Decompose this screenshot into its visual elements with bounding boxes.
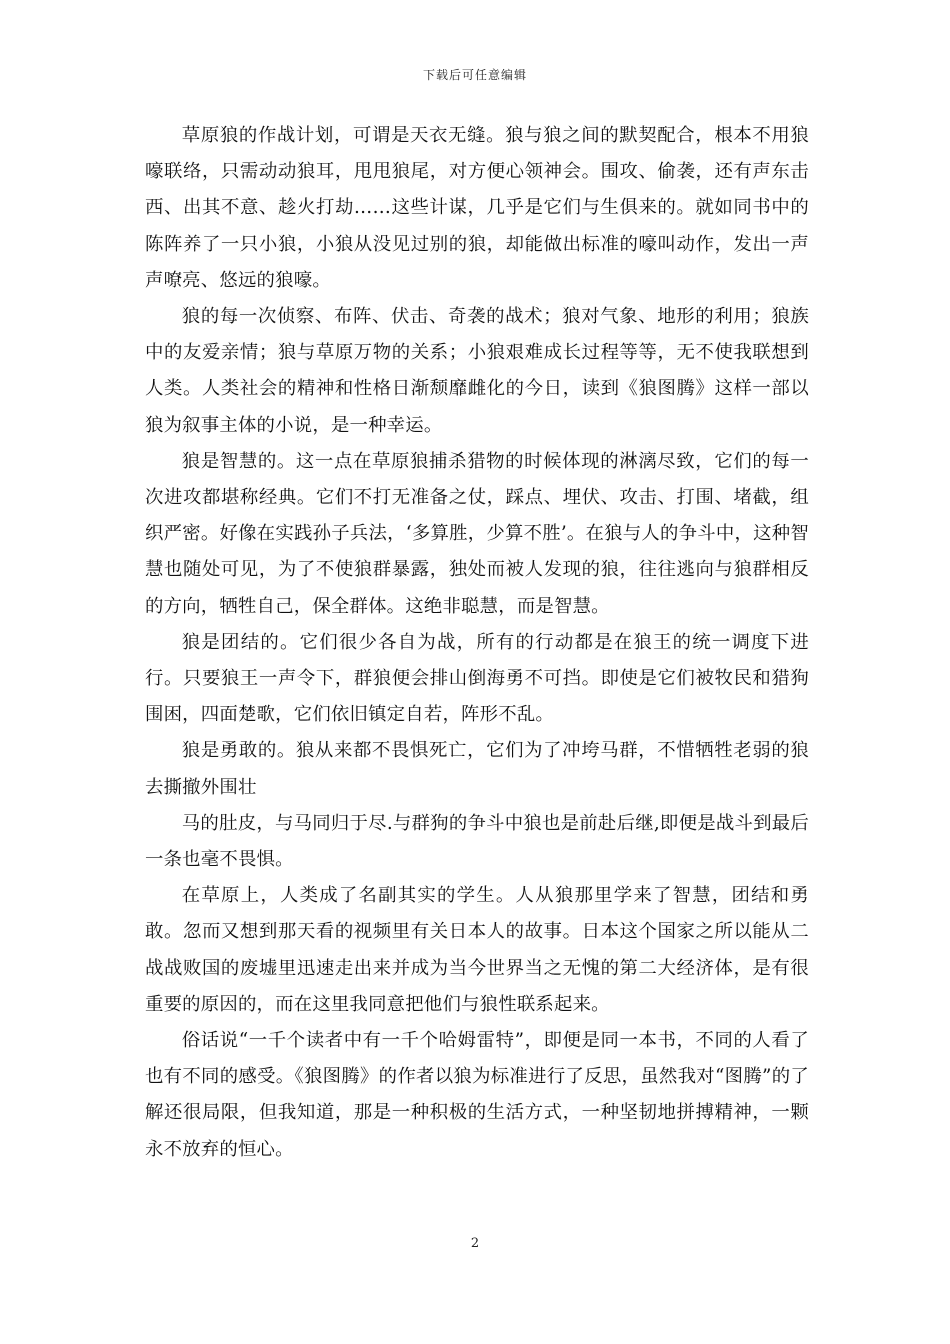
paragraph: 马的肚皮，与马同归于尽.与群狗的争斗中狼也是前赴后继,即便是战斗到最后一条也毫不畏惧。: [145, 812, 809, 871]
paragraph: 在草原上，人类成了名副其实的学生。人从狼那里学来了智慧，团结和勇敢。忽而又想到那天看的视频里有关日本人的故事。日本这个国家之所以能从二战战败国的废墟里迅速走出来并成为当今世界当之无愧的第二大经济体，是有很重要的原因的，而在这里我同意把他们与狼性联系起来。: [145, 885, 809, 1015]
page-header: 下载后可任意编辑: [422, 68, 527, 82]
page-number: 2: [470, 1236, 480, 1251]
paragraph: 狼是勇敢的。狼从来都不畏惧死亡，它们为了冲垮马群，不惜牺牲老弱的狼去撕撤外围壮: [145, 740, 809, 798]
paragraph: 草原狼的作战计划，可谓是天衣无缝。狼与狼之间的默契配合，根本不用狼嚎联络，只需动动狼耳，甩甩狼尾，对方便心领神会。围攻、偷袭，还有声东击西、出其不意、趁火打劫……这些计谋，几乎是它们与生俱来的。就如同书中的陈阵养了一只小狼，小狼从没见过别的狼，却能做出标准的嚎叫动作，发出一声声嘹亮、悠远的狼嚎。: [145, 125, 809, 291]
document-body: [145, 118, 809, 1168]
paragraph: 俗话说“一千个读者中有一千个哈姆雷特”，即便是同一本书，不同的人看了也有不同的感受。《狼图腾》的作者以狼为标准进行了反思，虽然我对“图腾”的了解还很局限，但我知道，那是一种积极的生活方式，一种坚韧地拼搏精神，一颗永不放弃的恒心。: [145, 1030, 809, 1160]
paragraph: 狼是团结的。它们很少各自为战，所有的行动都是在狼王的统一调度下进行。只要狼王一声令下，群狼便会排山倒海勇不可挡。即使是它们被牧民和猎狗围困，四面楚歌，它们依旧镇定自若，阵形不乱。: [145, 631, 809, 726]
paragraph: 狼的每一次侦察、布阵、伏击、奇袭的战术；狼对气象、地形的利用；狼族中的友爱亲情；狼与草原万物的关系；小狼艰难成长过程等等，无不使我联想到人类。人类社会的精神和性格日渐颓靡雌化的今日，读到《狼图腾》这样一部以狼为叙事主体的小说，是一种幸运。: [145, 306, 809, 436]
paragraph: 狼是智慧的。这一点在草原狼捕杀猎物的时候体现的淋漓尽致，它们的每一次进攻都堪称经典。它们不打无准备之仗，踩点、埋伏、攻击、打围、堵截，组织严密。好像在实践孙子兵法，‘多算胜，少算不胜’。在狼与人的争斗中，这种智慧也随处可见，为了不使狼群暴露，独处而被人发现的狼，往往逃向与狼群相反的方向，牺牲自己，保全群体。这绝非聪慧，而是智慧。: [145, 450, 809, 617]
